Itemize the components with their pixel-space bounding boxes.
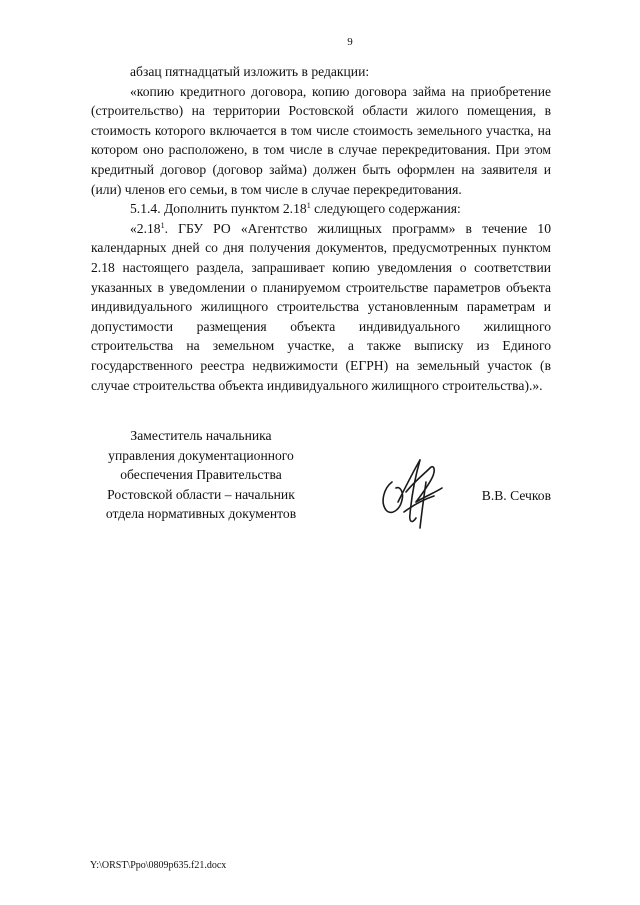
paragraph-new-clause xyxy=(91,219,551,395)
footer-file-path: Y:\ORST\Ppo\0809p635.f21.docx xyxy=(90,860,227,871)
clause-text: . ГБУ РО «Агентство жилищных программ» в течение 10 календарных дней со дня получения документов, предусмотренных пунктом 2.18 настоящего раздела, запрашивает копию уведомления о соответствии указанных в уведомлении о планируемом строительстве параметров объекта индивидуального жилищного строительства установленным параметрам и допустимости размещения объекта индивидуального жилищного строительства на земельном участке, а также выписку из Единого государственного реестра недвижимости (ЕГРН) на земельный участок (в случае строительства объекта индивидуального жилищного строительства).». xyxy=(91,220,551,393)
paragraph-amendment-tail: следующего содержания: xyxy=(310,201,461,217)
signer-name: В.В. Сечков xyxy=(481,488,551,503)
superscript-index: 1 xyxy=(306,201,311,211)
paragraph-amendment xyxy=(91,199,551,219)
superscript-index: 1 xyxy=(160,220,165,230)
position-line: Ростовской области – начальник xyxy=(107,486,295,502)
paragraph-intro: абзац пятнадцатый изложить в редакции: xyxy=(130,64,370,79)
signer-position xyxy=(91,426,311,524)
page-number: 9 xyxy=(347,36,353,48)
position-line: управления документационного xyxy=(108,447,294,463)
paragraph-amendment-text: 5.1.4. Дополнить пунктом 2.18 xyxy=(130,201,307,217)
position-line: отдела нормативных документов xyxy=(105,506,297,522)
paragraph-quote-credit: «копию кредитного договора, копию договора займа на приобретение (строительство) на территории Ростовской области жилого помещения, в стоимость которого включается в том числе стоимость земельного участка, на котором оно расположено, в том числе в случае перекредитования. При этом кредитный договор (договор займа) должен быть оформлен на заявителя и (или) членов его семьи, в том числе в случае перекредитования. xyxy=(91,83,551,197)
document-body xyxy=(91,62,551,395)
position-line: Заместитель начальника xyxy=(130,428,272,443)
clause-number: «2.18 xyxy=(130,220,161,236)
handwritten-signature xyxy=(376,452,448,532)
position-line: обеспечения Правительства xyxy=(120,467,282,483)
